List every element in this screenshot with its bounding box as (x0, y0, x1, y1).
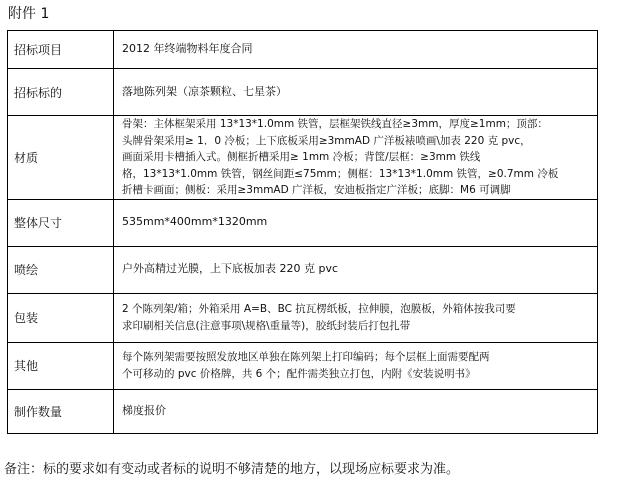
value-line: 画面采用卡槽插入式。侧框折槽采用≥ 1mm 冷板；背筐/层框：≥3mm 铁线 (122, 151, 481, 163)
value-line: 户外高精过光膜，上下底板加表 220 克 pvc (122, 262, 339, 276)
value-line: 折槽卡画面；侧板：采用≥3mmAD 广洋板，安迪板指定广洋板；底脚：M6 可调脚 (122, 184, 511, 196)
table-row (8, 293, 598, 342)
row-label: 包装 (8, 293, 114, 342)
table-row (8, 246, 598, 293)
value-line: 落地陈列架（凉茶颗粒、七星茶） (122, 84, 287, 98)
value-line: 骨架：主体框架采用 13*13*1.0mm 铁管，层框架铁线直径≥3mm，厚度≥1mm；顶部： (122, 118, 548, 130)
table-row (8, 389, 598, 433)
row-label: 喷绘 (8, 246, 114, 293)
row-value (114, 31, 598, 69)
row-label: 其他 (8, 342, 114, 389)
table-row (8, 199, 598, 246)
row-value (114, 69, 598, 116)
row-value (114, 389, 598, 433)
value-line: 每个陈列架需要按照发放地区单独在陈列架上打印编码；每个层框上面需要配两 (122, 351, 490, 363)
value-line: 头牌骨架采用≥ 1．0 冷板；上下底板采用≥3mmAD 广洋板裱喷画\加表 220 克 pvc， (122, 134, 531, 147)
row-label: 制作数量 (8, 389, 114, 433)
value-line: 求印刷相关信息(注意事项\规格\重量等)，胶纸封装后打包扎带 (122, 319, 411, 332)
row-label: 招标项目 (8, 31, 114, 69)
row-label: 招标标的 (8, 69, 114, 116)
value-line: 格，13*13*1.0mm 铁管，钢丝间距≤75mm；侧框：13*13*1.0mm 铁管，≥0.7mm 冷板 (122, 167, 559, 180)
row-value (114, 293, 598, 342)
row-label: 整体尺寸 (8, 199, 114, 246)
table-row (8, 116, 598, 200)
value-line: 个可移动的 pvc 价格牌，共 6 个；配件需类独立打包，内附《安装说明书》 (122, 367, 476, 380)
table-row (8, 69, 598, 116)
value-line: 2 个陈列架/箱；外箱采用 A=B、BC 抗瓦楞纸板，拉伸膜，泡膜板，外箱体按我司要 (122, 303, 516, 315)
table-row (8, 31, 598, 69)
row-value (114, 199, 598, 246)
row-label: 材质 (8, 116, 114, 200)
footnote: 备注：标的要求如有变动或者标的说明不够清楚的地方，以现场应标要求为准。 (4, 462, 460, 477)
value-line: 2012 年终端物料年度合同 (122, 42, 253, 56)
table-row (8, 342, 598, 389)
row-value (114, 342, 598, 389)
value-line: 梯度报价 (122, 403, 166, 417)
bid-spec-table (7, 30, 598, 434)
value-line: 535mm*400mm*1320mm (122, 215, 268, 229)
row-value (114, 246, 598, 293)
row-value (114, 116, 598, 200)
page-title: 附件 1 (8, 6, 50, 22)
